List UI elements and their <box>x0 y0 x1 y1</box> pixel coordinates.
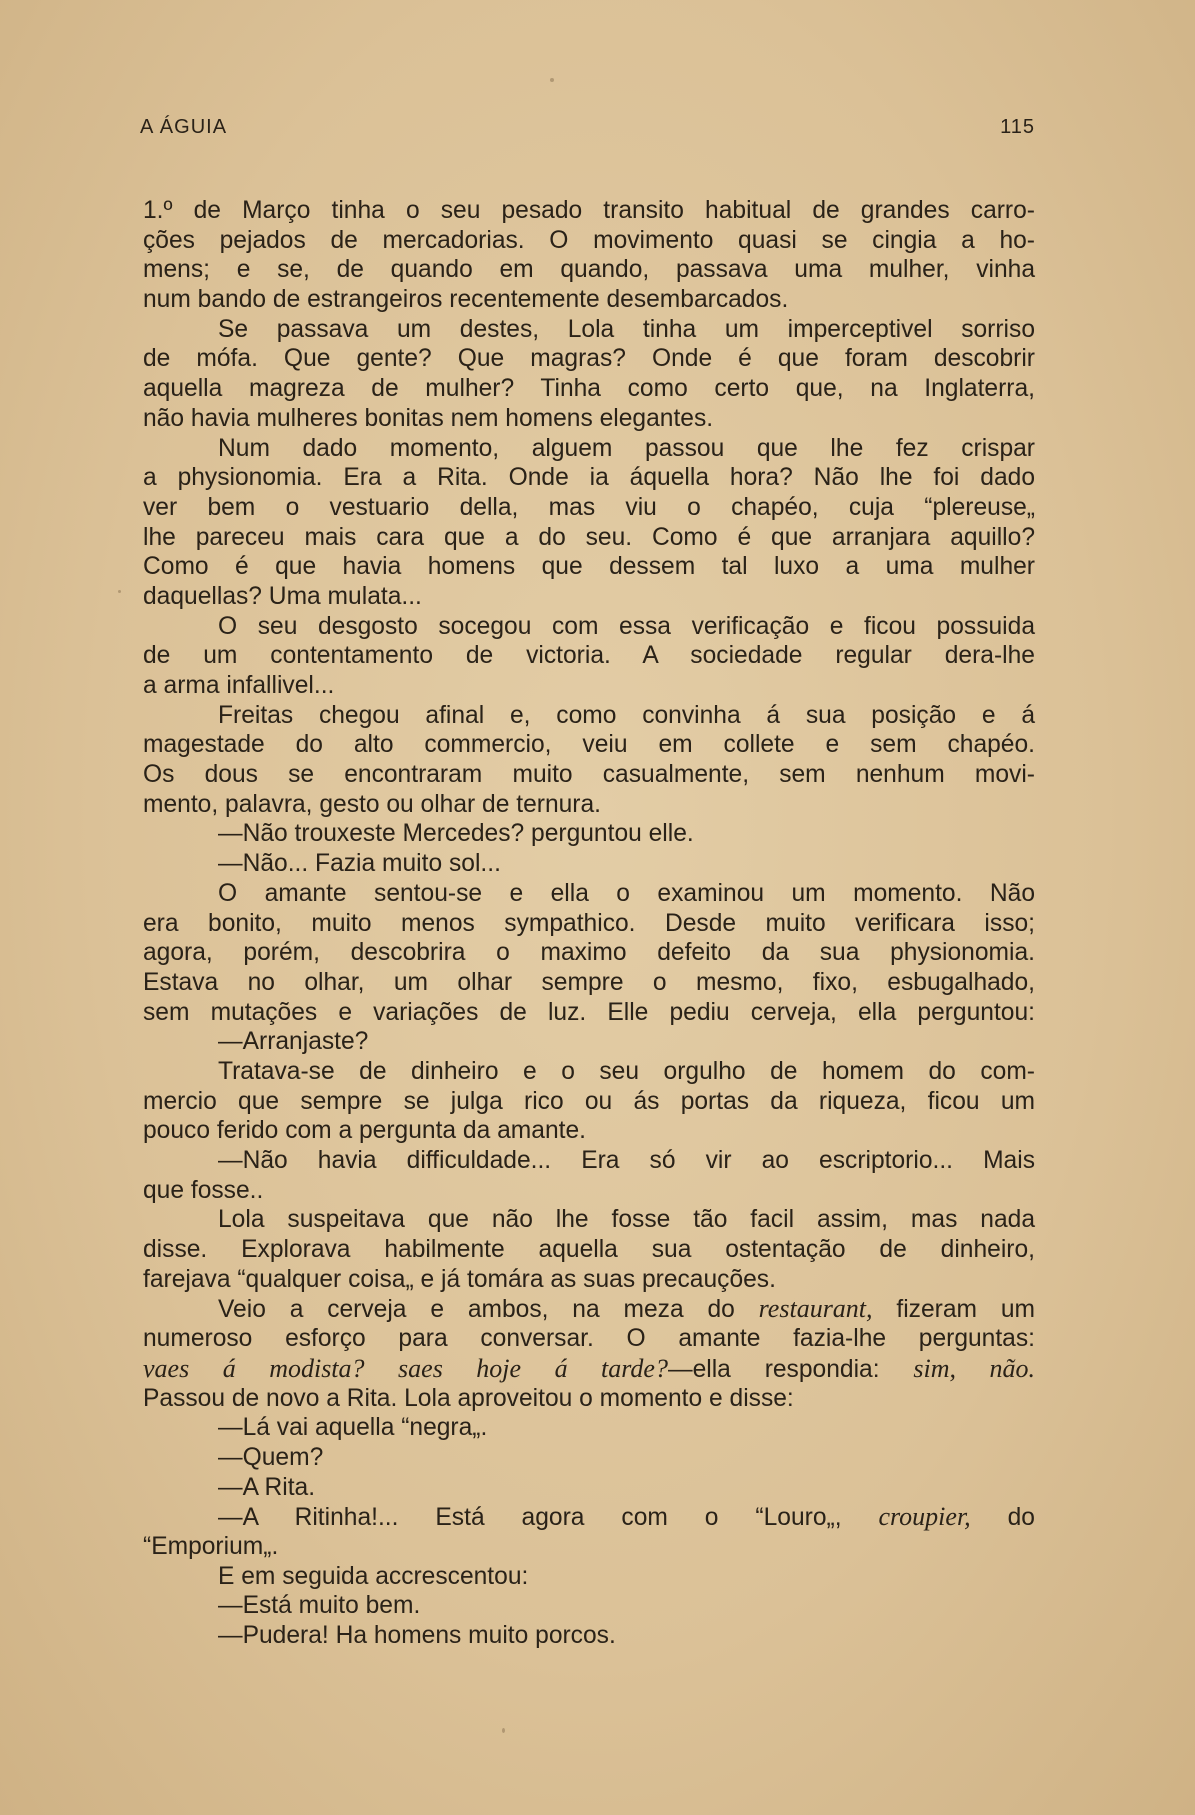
text-line <box>143 1294 1035 1324</box>
text-line <box>143 226 1035 256</box>
text-line <box>143 760 1035 790</box>
text-segment: não havia mulheres bonitas nem homens elegantes. <box>143 404 714 432</box>
text-line <box>143 1354 1035 1384</box>
text-line <box>143 938 1035 968</box>
text-line <box>143 404 1035 434</box>
text-line <box>143 968 1035 998</box>
text-line <box>143 434 1035 464</box>
text-segment: fizeram um <box>872 1296 1035 1324</box>
italic-text: sim, não. <box>913 1353 1035 1383</box>
text-line <box>143 463 1035 493</box>
text-line <box>143 1502 1035 1532</box>
text-line <box>143 1087 1035 1117</box>
text-line <box>143 1235 1035 1265</box>
page-number: 115 <box>1000 115 1035 138</box>
text-segment: Freitas chegou afinal e, como convinha á sua posição e á <box>218 701 1035 729</box>
text-segment: —Arranjaste? <box>218 1028 369 1056</box>
text-segment: agora, porém, descobrira o maximo defeito da sua physionomia. <box>143 939 1035 967</box>
text-line <box>143 493 1035 523</box>
text-line <box>143 819 1035 849</box>
text-segment: daquellas? Uma mulata... <box>143 582 422 610</box>
text-line <box>143 1562 1035 1592</box>
journal-title: A ÁGUIA <box>140 115 228 138</box>
text-segment: numeroso esforço para conversar. O amante fazia-lhe perguntas: <box>143 1325 1035 1353</box>
text-segment: mens; e se, de quando em quando, passava uma mulher, vinha <box>143 256 1035 284</box>
paper-speck <box>118 590 121 593</box>
italic-text: croupier, <box>878 1502 971 1532</box>
text-segment: O seu desgosto socegou com essa verificação e ficou possuida <box>218 612 1035 640</box>
text-line <box>143 1205 1035 1235</box>
text-line <box>143 1324 1035 1354</box>
text-segment: —Não havia difficuldade... Era só vir ao escriptorio... Mais <box>218 1147 1035 1174</box>
text-line <box>143 1443 1035 1473</box>
text-segment: Passou de novo a Rita. Lola aproveitou o momento e disse: <box>143 1384 794 1412</box>
text-segment: —Não... Fazia muito sol... <box>218 850 501 878</box>
text-segment: Lola suspeitava que não lhe fosse tão facil assim, mas nada <box>218 1206 1035 1234</box>
text-line <box>143 1591 1035 1621</box>
text-segment: 1.º de Março tinha o seu pesado transito habitual de grandes carro- <box>143 197 1035 224</box>
body-text <box>143 196 1035 1651</box>
text-segment: aquella magreza de mulher? Tinha como certo que, na Inglaterra, <box>143 375 1035 403</box>
text-segment: E em seguida accrescentou: <box>218 1562 529 1590</box>
text-segment: a physionomia. Era a Rita. Onde ia áquella hora? Não lhe foi dado <box>143 464 1035 492</box>
text-segment: do <box>970 1504 1035 1532</box>
text-line <box>143 998 1035 1028</box>
text-segment: Num dado momento, alguem passou que lhe fez crispar <box>218 434 1035 462</box>
text-segment: “Emporium„. <box>143 1532 279 1560</box>
text-segment: pouco ferido com a pergunta da amante. <box>143 1117 586 1145</box>
text-line <box>143 344 1035 374</box>
text-segment: Os dous se encontraram muito casualmente, sem nenhum movi- <box>143 761 1035 789</box>
text-segment: O amante sentou-se e ella o examinou um momento. Não <box>218 879 1035 907</box>
text-segment: Estava no olhar, um olhar sempre o mesmo, fixo, esbugalhado, <box>143 968 1035 996</box>
text-line <box>143 671 1035 701</box>
text-segment: —Quem? <box>218 1443 324 1471</box>
text-line <box>143 849 1035 879</box>
text-line <box>143 701 1035 731</box>
paper-speck <box>550 78 554 82</box>
text-segment: ções pejados de mercadorias. O movimento quasi se cingia a ho- <box>143 226 1035 254</box>
text-segment: —Pudera! Ha homens muito porcos. <box>218 1622 616 1649</box>
text-segment: Tratava-se de dinheiro e o seu orgulho de homem do com- <box>218 1057 1035 1085</box>
text-line <box>143 1116 1035 1146</box>
text-line <box>143 285 1035 315</box>
italic-text: vaes á modista? saes hoje á tarde? <box>143 1353 668 1383</box>
text-line <box>143 1532 1035 1562</box>
text-line <box>143 196 1035 226</box>
text-segment: de mófa. Que gente? Que magras? Onde é que foram descobrir <box>143 345 1035 373</box>
text-line <box>143 1265 1035 1295</box>
text-line <box>143 374 1035 404</box>
text-line <box>143 582 1035 612</box>
italic-text: restaurant, <box>758 1294 873 1324</box>
text-segment: num bando de estrangeiros recentemente desembarcados. <box>143 286 789 314</box>
text-line <box>143 909 1035 939</box>
running-head <box>140 112 1035 142</box>
text-line <box>143 1176 1035 1206</box>
text-segment: sem mutações e variações de luz. Elle pediu cerveja, ella perguntou: <box>143 998 1035 1026</box>
text-segment: a arma infallivel... <box>143 672 335 699</box>
text-segment: —Não trouxeste Mercedes? perguntou elle. <box>218 820 694 848</box>
text-segment: era bonito, muito menos sympathico. Desde muito verificara isso; <box>143 909 1035 937</box>
text-segment: —Lá vai aquella “negra„. <box>218 1414 488 1442</box>
text-segment: farejava “qualquer coisa„ e já tomára as suas precauções. <box>143 1265 776 1293</box>
text-line <box>143 255 1035 285</box>
text-line <box>143 1621 1035 1651</box>
text-segment: disse. Explorava habilmente aquella sua ostentação de dinheiro, <box>143 1236 1035 1264</box>
text-line <box>143 612 1035 642</box>
text-segment: ver bem o vestuario della, mas viu o chapéo, cuja “plereuse„ <box>143 493 1035 521</box>
text-line <box>143 641 1035 671</box>
text-segment: que fosse.. <box>143 1176 264 1204</box>
text-segment: —Está muito bem. <box>218 1592 421 1620</box>
text-segment: Se passava um destes, Lola tinha um imperceptivel sorriso <box>218 315 1035 343</box>
text-line <box>143 1146 1035 1176</box>
text-line <box>143 1473 1035 1503</box>
text-line <box>143 552 1035 582</box>
text-segment: mento, palavra, gesto ou olhar de ternura. <box>143 790 601 818</box>
text-segment: de um contentamento de victoria. A sociedade regular dera-lhe <box>143 642 1035 670</box>
text-segment: Como é que havia homens que dessem tal luxo a uma mulher <box>143 553 1035 581</box>
text-segment: mercio que sempre se julga rico ou ás portas da riqueza, ficou um <box>143 1087 1035 1115</box>
text-line <box>143 1384 1035 1414</box>
text-segment: —A Ritinha!... Está agora com o “Louro„, <box>218 1504 879 1532</box>
text-line <box>143 790 1035 820</box>
text-line <box>143 1057 1035 1087</box>
text-line <box>143 315 1035 345</box>
text-line <box>143 523 1035 553</box>
text-line <box>143 730 1035 760</box>
text-segment: magestade do alto commercio, veiu em collete e sem chapéo. <box>143 731 1035 759</box>
paper-speck <box>502 1728 505 1733</box>
text-line <box>143 879 1035 909</box>
text-segment: Veio a cerveja e ambos, na meza do <box>218 1296 759 1324</box>
text-segment: lhe pareceu mais cara que a do seu. Como é que arranjara aquillo? <box>143 523 1035 551</box>
text-segment: —A Rita. <box>218 1473 316 1501</box>
text-line <box>143 1027 1035 1057</box>
text-segment: —ella respondia: <box>667 1355 914 1383</box>
text-line <box>143 1413 1035 1443</box>
